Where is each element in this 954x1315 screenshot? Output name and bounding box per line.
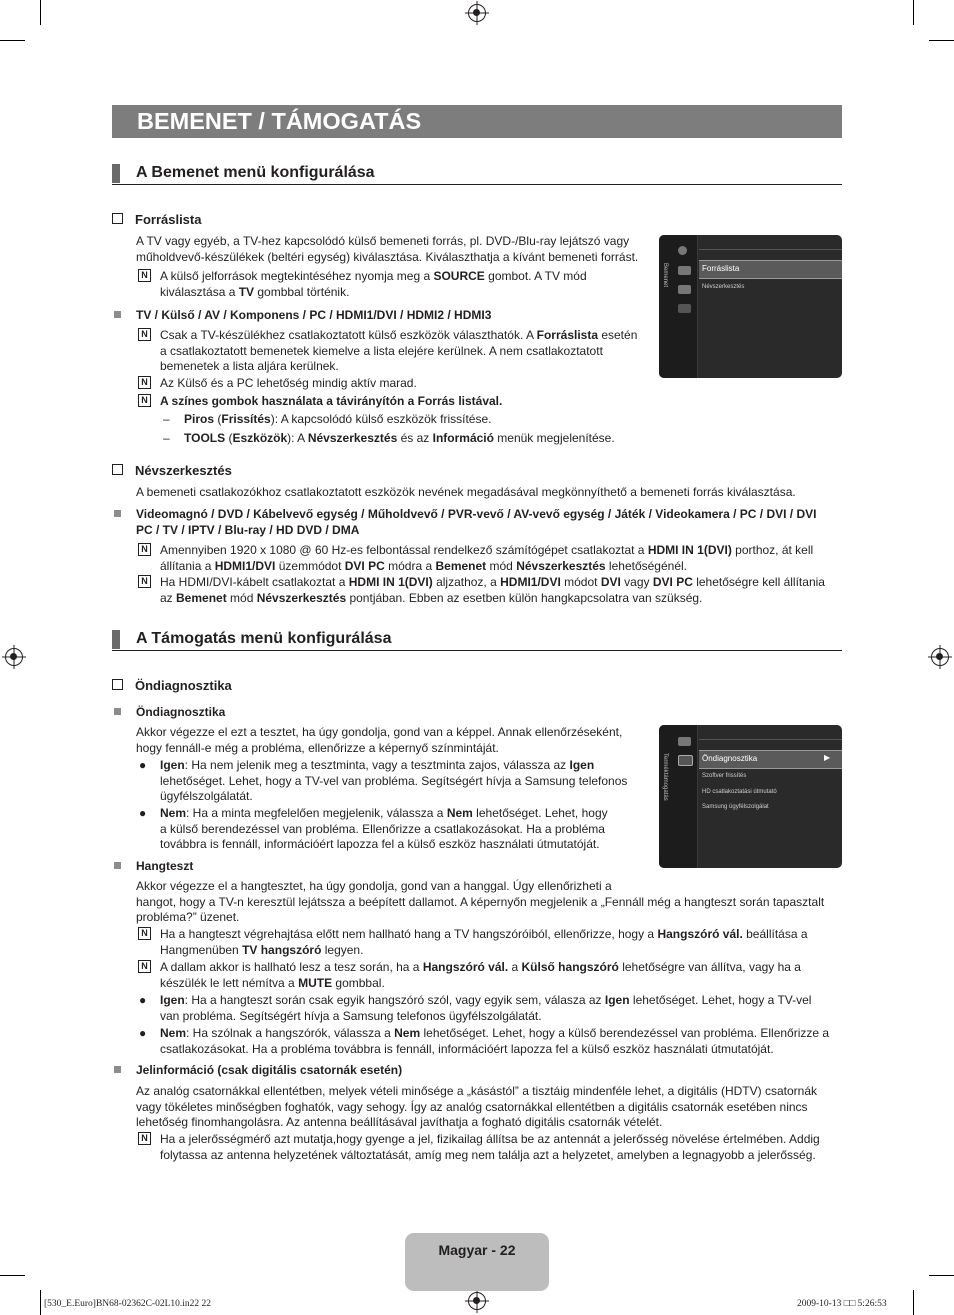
subheading-nevszerkesztes: Névszerkesztés [112, 463, 232, 479]
square-bullet-icon [114, 708, 121, 715]
option-list: Videomagnó / DVD / Kábelvevő egység / Műholdvevő / PVR-vevő / AV-vevő egység / Játék / Videokamera / PC / DVI / DVI PC / TV / IPTV / Blu-ray / HD DVD / DMA [136, 507, 817, 537]
dash-bullet: – [163, 412, 170, 426]
crop-mark [929, 1275, 954, 1276]
note-icon: N [138, 328, 151, 341]
tv-icon [678, 285, 691, 294]
dash-text: TOOLS (Eszközök): A Névszerkesztés és az Információ menük megjelenítése. [184, 431, 615, 445]
note-icon: N [138, 960, 151, 973]
note-icon: N [138, 269, 151, 282]
title-bar [112, 105, 842, 138]
osd-sidebar [659, 725, 698, 868]
registration-mark-icon [931, 648, 949, 666]
osd-selected-item: Forráslista [699, 260, 842, 279]
paragraph: Az analóg csatornákkal ellentétben, melyek vételi minősége a „kásástól” a tisztáig mindenféle lehet, a digitális (HDTV) csatornák vagy tökéletes minőségben foghatók, vagy sehogy. Így az analóg csatornákkal ellentétben a digitális csatornák esetében nincs lehetőség finomhangolásra. Az antenna beállításával javíthatja a fogható digitális csatornák vételét. [136, 1084, 817, 1129]
note-text: Ha HDMI/DVI-kábelt csatlakoztat a HDMI IN 1(DVI) aljzathoz, a HDMI1/DVI módot DVI vagy DVI PC lehetőségre kell állítania az Bemenet mód Névszerkesztés pontjában. Ebben az esetben külön hangkapcsolatra van szükség. [160, 575, 825, 605]
page-number-box [405, 1233, 549, 1291]
paragraph: A TV vagy egyéb, a TV-hez kapcsolódó külső bemeneti forrás, pl. DVD-/Blu-ray lejátszó vagy műholdvevő-készülékek (beltéri egység) kiválasztása. Kiválaszthatja a kívánt bemeneti forrást. [136, 234, 639, 264]
page-title: BEMENET / TÁMOGATÁS [137, 108, 422, 134]
osd-sidebar-label: Terméktámogatás [662, 753, 668, 801]
section-marker [112, 630, 120, 649]
note-icon: N [138, 927, 151, 940]
help-icon [678, 304, 691, 313]
section-title: A Bemenet menü konfigurálása [136, 164, 375, 181]
checkbox-icon [112, 464, 123, 475]
section-marker [112, 164, 120, 183]
help-icon [678, 755, 693, 766]
square-bullet-icon [114, 510, 121, 517]
registration-mark-icon [468, 4, 486, 22]
osd-menu-item: HD csatlakoztatási útmutató [702, 789, 777, 795]
page-number: Magyar - 22 [438, 1242, 516, 1258]
subheading-ondiagnosztika: Öndiagnosztika [112, 678, 232, 694]
bullet-dot: ● [139, 993, 147, 1007]
note-text: Az Külső és a PC lehetőség mindig aktív marad. [160, 376, 417, 390]
checkbox-icon [112, 679, 123, 690]
checkbox-icon [112, 213, 123, 224]
paragraph: Akkor végezze el a hangtesztet, ha úgy gondolja, gond van a hanggal. Úgy ellenőrizheti a hangot, hogy a TV-n keresztül lejátssza a beépített dallamot. A képernyőn megjelenik a „Fennáll még a hangteszt során tapasztalt probléma?” üzenet. [136, 879, 825, 924]
square-bullet-icon [114, 311, 121, 318]
crop-mark [40, 0, 41, 25]
file-info: [530_E.Euro]BN68-02362C-02L10.in22 22 [44, 1299, 212, 1309]
section-title: A Támogatás menü konfigurálása [136, 630, 392, 647]
osd-selected-item: Öndiagnosztika ▶ [699, 750, 842, 769]
osd-screenshot-tamogatas [659, 725, 842, 868]
bullet-text: Igen: Ha nem jelenik meg a tesztminta, vagy a tesztminta zajos, válassza az Igen lehetőséget. Lehet, hogy a TV-vel van probléma. Segítségért hívja a Samsung telefonos ügyfélszolgálatát. [160, 758, 628, 803]
square-bullet-icon [114, 1066, 121, 1073]
note-icon: N [138, 575, 151, 588]
section-heading-tamogatas [112, 628, 842, 651]
subheading-forraslista: Forráslista [112, 212, 201, 228]
input-icon [678, 266, 691, 275]
crop-mark [913, 0, 914, 25]
note-text: Amennyiben 1920 x 1080 @ 60 Hz-es felbontással rendelkező számítógépet csatlakoztat a HDMI IN 1(DVI) porthoz, át kell állítania a HDMI1/DVI üzemmódot DVI PC módra a Bemenet mód Névszerkesztés lehetőségénél. [160, 543, 814, 573]
item-heading: Jelinformáció (csak digitális csatornák esetén) [136, 1063, 403, 1077]
bullet-dot: ● [139, 758, 147, 772]
note-icon: N [138, 394, 151, 407]
item-heading: Hangteszt [136, 859, 194, 873]
crop-mark [0, 40, 25, 41]
note-icon: N [138, 376, 151, 389]
crop-mark [929, 40, 954, 41]
bullet-dot: ● [139, 806, 147, 820]
paragraph: Akkor végezze el ezt a tesztet, ha úgy gondolja, gond van a képpel. Annak ellenőrzéseként, hogy fennáll-e még a probléma, ellenőrizze a képernyő színmintáját. [136, 725, 623, 755]
dash-text: Piros (Frissítés): A kapcsolódó külső eszközök frissítése. [184, 412, 492, 426]
note-text: Ha a jelerősségmérő azt mutatja,hogy gyenge a jel, fizikailag állítsa be az antennát a jelerősség növelése értelmében. Addig folytassa az antenna helyzetének változtatását, amíg meg nem találja azt a helyzetet, amelyben a legnagyobb a jelerősség. [160, 1132, 820, 1162]
note-text: A színes gombok használata a távirányítón a Forrás listával. [160, 394, 503, 408]
osd-screenshot-bemenet [659, 235, 842, 378]
osd-divider [699, 739, 842, 740]
note-text: Ha a hangteszt végrehajtása előtt nem hallható hang a TV hangszóróiból, ellenőrizze, hogy a Hangszóró vál. beállítása a Hangmenüben TV hangszóró legyen. [160, 927, 808, 957]
note-text: Csak a TV-készülékhez csatlakoztatott külső eszközök választhatók. A Forráslista esetén a csatlakoztatott bemenetek kiemelve a lista elejére kerülnek. A nem csatlakoztatott bemenetek a lista aljára kerülnek. [160, 328, 638, 373]
osd-menu-item: Samsung ügyfélszolgálat [702, 804, 769, 810]
crop-mark [913, 1290, 914, 1315]
item-heading: Öndiagnosztika [136, 705, 226, 719]
osd-sidebar [659, 235, 698, 378]
note-icon: N [138, 543, 151, 556]
osd-sidebar-label: Bemenet [662, 263, 668, 288]
note-icon: N [138, 1132, 151, 1145]
print-date: 2009-10-13 □□ 5:26:53 [797, 1299, 887, 1309]
osd-menu-item: Szoftver frissítés [702, 773, 747, 779]
registration-mark-icon [5, 648, 23, 666]
note-text: A külső jelforrások megtekintéséhez nyomja meg a SOURCE gombot. A TV mód kiválasztása a TV gombbal történik. [160, 269, 587, 299]
bullet-text: Nem: Ha a minta megfelelően megjelenik, válassza a Nem lehetőséget. Lehet, hogy a külső berendezéssel van probléma. Ellenőrizze a csatlakozásokat. Ha a probléma továbbra is fennáll, információért lapozza fel a külső eszköz használati útmutatóját. [160, 806, 608, 851]
crop-mark [40, 1290, 41, 1315]
paragraph: A bemeneti csatlakozókhoz csatlakoztatott eszközök nevének megadásával megkönnyíthető a bemeneti forrás kiválasztása. [136, 485, 796, 499]
bullet-text: Igen: Ha a hangteszt során csak egyik hangszóró szól, vagy egyik sem, válasza az Igen lehetőséget. Lehet, hogy a TV-vel van probléma. Segítségért hívja a Samsung telefonos ügyfélszolgálatát. [160, 993, 812, 1023]
option-list: TV / Külső / AV / Komponens / PC / HDMI1/DVI / HDMI2 / HDMI3 [136, 308, 492, 322]
section-heading-bemenet [112, 162, 842, 185]
dash-bullet: – [163, 431, 170, 445]
registration-mark-icon [468, 1292, 486, 1310]
osd-divider [699, 249, 842, 250]
note-text: A dallam akkor is hallható lesz a tesz során, ha a Hangszóró vál. a Külső hangszóró lehetőségre van állítva, vagy ha a készülék le lett némítva a MUTE gombbal. [160, 960, 801, 990]
bullet-dot: ● [139, 1026, 147, 1040]
gear-icon [678, 246, 687, 255]
square-bullet-icon [114, 862, 121, 869]
osd-menu-item: Névszerkesztés [702, 284, 745, 290]
crop-mark [0, 1275, 25, 1276]
tv-icon [678, 737, 691, 746]
bullet-text: Nem: Ha szólnak a hangszórók, válassza a Nem lehetőséget. Lehet, hogy a külső berendezéssel van probléma. Ellenőrizze a csatlakozásokat. Ha a probléma továbbra is fennáll, információért lapozza fel a külső eszköz használati útmutatóját. [160, 1026, 830, 1056]
